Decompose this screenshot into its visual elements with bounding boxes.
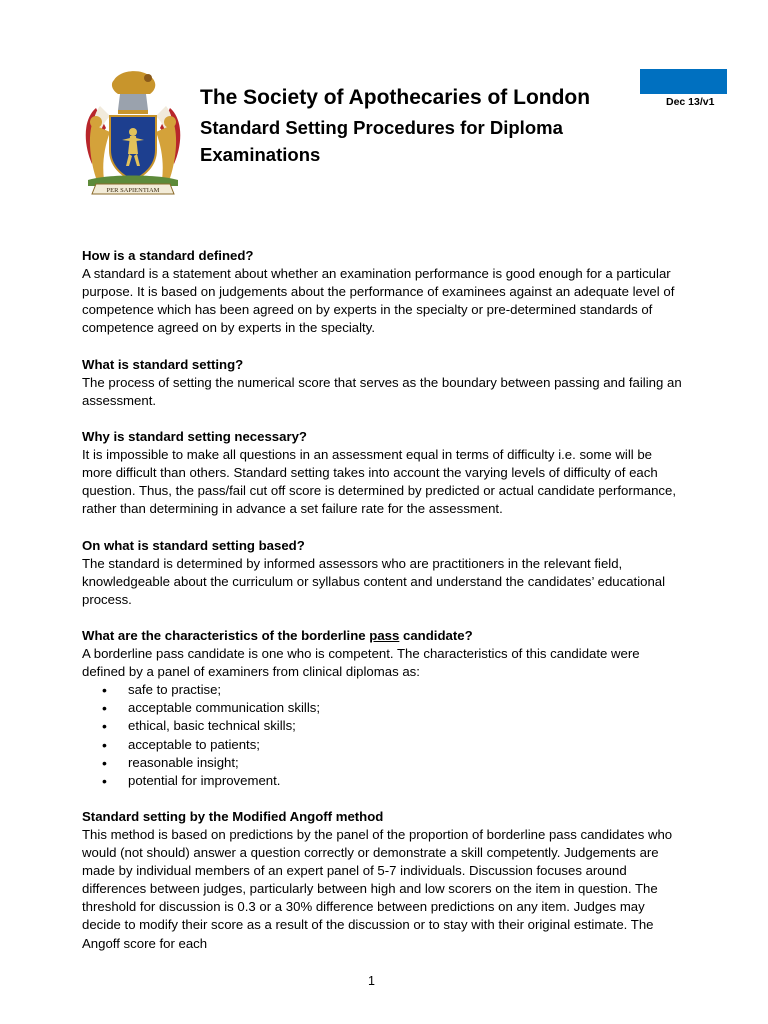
- list-item: • reasonable insight;: [82, 754, 682, 772]
- version-label: Dec 13/v1: [666, 96, 715, 108]
- heading-emphasis: pass: [369, 627, 400, 643]
- list-item: • acceptable communication skills;: [82, 699, 682, 717]
- svg-text:PER SAPIENTIAM: PER SAPIENTIAM: [106, 187, 160, 194]
- section-standard-defined: [82, 247, 682, 337]
- section-heading: [82, 627, 682, 645]
- document-body: [82, 247, 682, 971]
- page-number: 1: [368, 974, 375, 988]
- section-based-on: [82, 537, 682, 609]
- section-angoff-method: [82, 808, 682, 953]
- list-item: • potential for improvement.: [82, 772, 682, 790]
- section-heading: On what is standard setting based?: [82, 537, 305, 553]
- section-heading: Why is standard setting necessary?: [82, 428, 307, 444]
- section-text: It is impossible to make all questions in an assessment equal in terms of difficulty i.e. some will be more difficult than others. Standard setting takes into account the varying levels of difficulty of each question. Thus, the pass/fail cut off score is determined by predicted or actual candidate performance, rather than determining in advance a set failure rate for the assessment.: [82, 447, 677, 517]
- list-item: • acceptable to patients;: [82, 736, 682, 754]
- heading-part: candidate?: [399, 627, 473, 643]
- section-heading: Standard setting by the Modified Angoff method: [82, 808, 384, 824]
- accent-bar: [640, 69, 727, 94]
- list-item: • safe to practise;: [82, 681, 682, 699]
- characteristics-list: [82, 681, 682, 790]
- section-text: A standard is a statement about whether an examination performance is good enough for a particular purpose. It is based on judgements about the performance of examinees against an adequate level of competence which has been agreed on by experts in the specialty or pre-determined standards of competence agreed on by experts in the specialty.: [82, 266, 675, 336]
- section-text: This method is based on predictions by the panel of the proportion of borderline pass candidates who would (not should) answer a question correctly or demonstrate a skill competently. Judgements are made by individual members of an expert panel of 5-7 individuals. Discussion focuses around differences between judges, particularly between high and low scorers on the item in question. The threshold for discussion is 0.3 or a 30% difference between predictions on any item. Judges may decide to modify their score as a result of the discussion or to stay with their original estimate. The Angoff score for each: [82, 827, 673, 951]
- section-heading: What is standard setting?: [82, 356, 244, 372]
- section-borderline-candidate: [82, 627, 682, 790]
- section-text: The standard is determined by informed assessors who are practitioners in the relevant field, knowledgeable about the curriculum or syllabus content and understand the candidates’ educational process.: [82, 555, 666, 607]
- section-standard-setting: [82, 356, 682, 410]
- list-item: • ethical, basic technical skills;: [82, 717, 682, 735]
- heading-part: What are the characteristics of the borderline: [82, 627, 370, 643]
- section-text: A borderline pass candidate is one who is competent. The characteristics of this candidate were defined by a panel of examiners from clinical diplomas as:: [82, 646, 640, 680]
- coat-of-arms-logo: [78, 68, 188, 198]
- section-text: The process of setting the numerical score that serves as the boundary between passing and failing an assessment.: [82, 374, 682, 408]
- title-block: [200, 84, 630, 168]
- document-subtitle: Standard Setting Procedures for Diploma Examinations: [200, 117, 563, 165]
- section-why-necessary: [82, 428, 682, 518]
- section-heading: How is a standard defined?: [82, 248, 254, 263]
- document-title: The Society of Apothecaries of London: [200, 86, 591, 109]
